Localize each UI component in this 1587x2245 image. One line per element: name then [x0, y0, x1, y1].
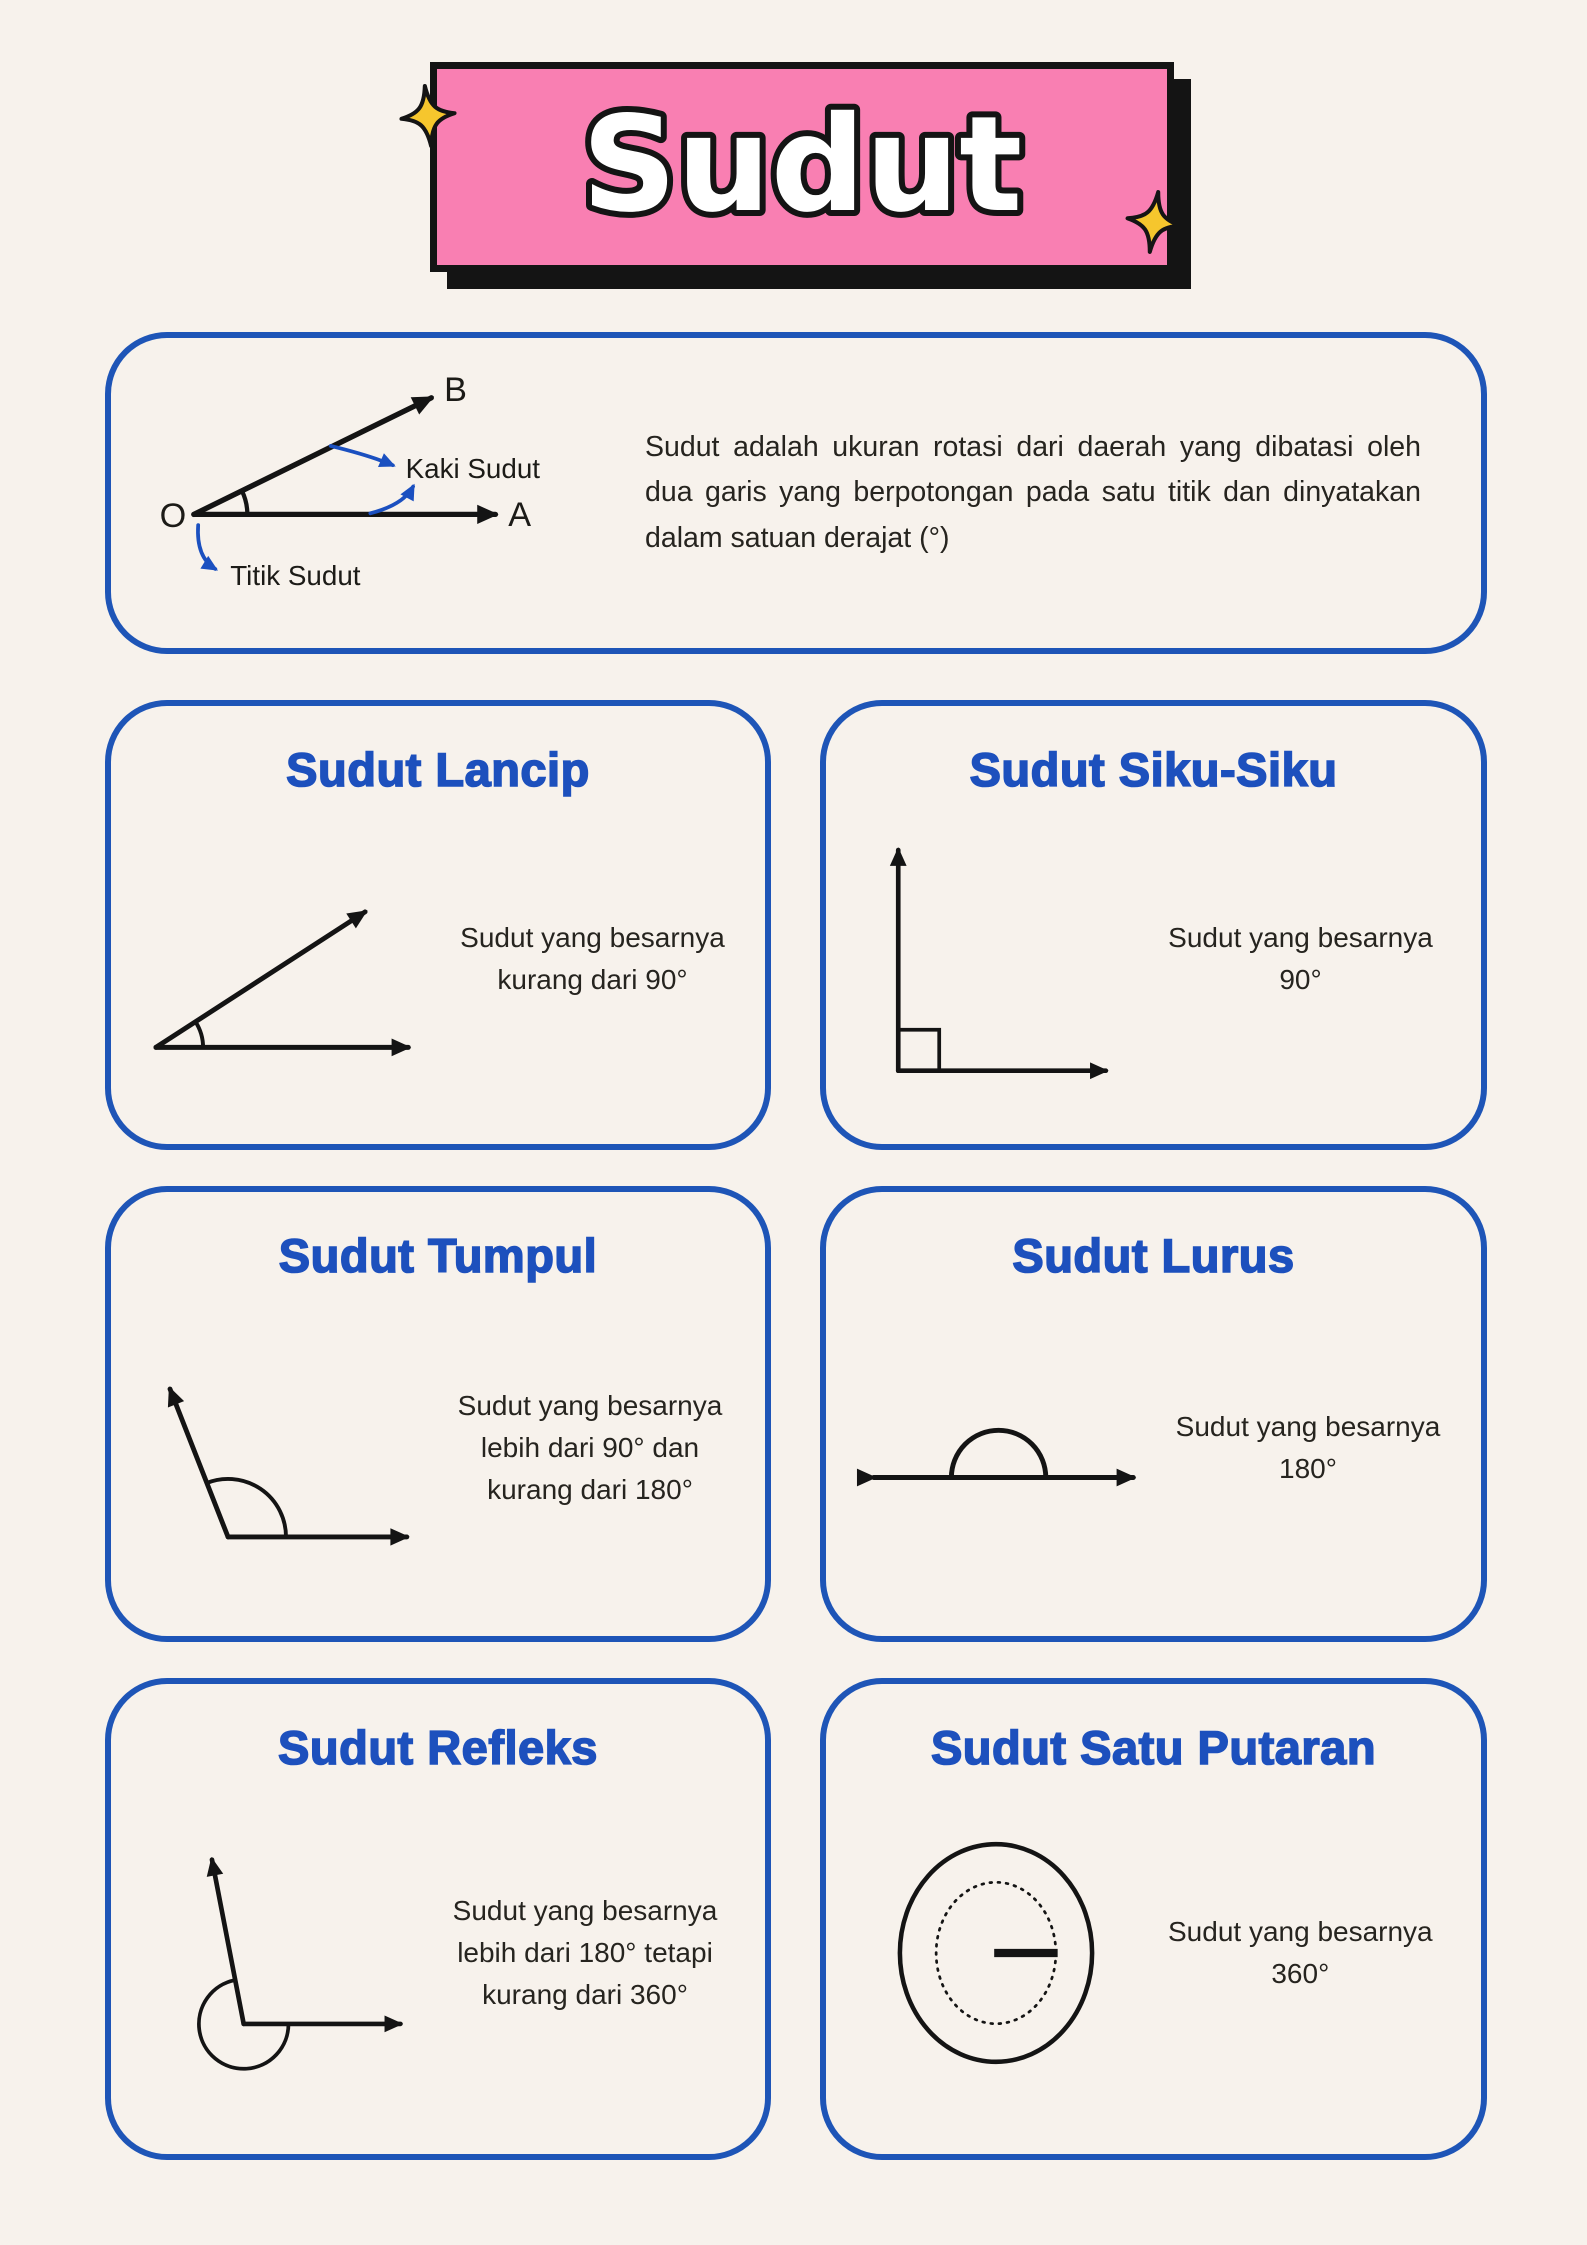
title-banner: [430, 62, 1174, 272]
card-description: Sudut yang besarnya 90°: [1168, 921, 1433, 995]
card-title: Sudut Lancip: [286, 743, 590, 796]
vertex-point-label: O: [159, 497, 187, 536]
card-description: Sudut yang besarnya 180°: [1175, 1410, 1441, 1484]
card-sudut-tumpul: [105, 1186, 771, 1642]
card-title: Sudut Siku-Siku: [969, 743, 1338, 796]
ray-a-label: A: [508, 496, 532, 535]
acute-angle-diagram: [141, 851, 436, 1067]
sparkle-icon: [396, 80, 461, 152]
card-description: Sudut yang besarnya 360°: [1168, 1915, 1433, 1989]
card-title: Sudut Refleks: [278, 1721, 598, 1774]
card-title: Sudut Tumpul: [278, 1229, 598, 1282]
card-description: Sudut yang besarnya lebih dari 180° tetapi kurang dari 360°: [452, 1894, 718, 2010]
right-angle-diagram: [856, 824, 1136, 1094]
card-sudut-siku-siku: [820, 700, 1487, 1150]
full-rotation-diagram: [856, 1835, 1136, 2071]
title-banner-art: [492, 82, 1112, 252]
angle-definition-text: Sudut adalah ukuran rotasi dari daerah yang dibatasi oleh dua garis yang berpotongan pada satu titik dan dinyatakan dalam satuan derajat (°): [645, 430, 1421, 554]
sparkle-icon: [1121, 185, 1188, 258]
card-title: Sudut Satu Putaran: [930, 1721, 1377, 1774]
card-description: Sudut yang besarnya lebih dari 90° dan kurang dari 180°: [457, 1389, 723, 1505]
card-sudut-refleks: [105, 1678, 771, 2160]
card-description: Sudut yang besarnya kurang dari 90°: [460, 921, 725, 995]
card-sudut-lurus: [820, 1186, 1487, 1642]
card-title: Sudut Lurus: [1012, 1229, 1295, 1282]
card-sudut-lancip: [105, 700, 771, 1150]
straight-angle-diagram: [856, 1374, 1151, 1522]
ray-b-label: B: [444, 371, 467, 410]
page-title: Sudut: [581, 88, 1023, 242]
definition-card: [105, 332, 1487, 654]
card-sudut-satu-putaran: [820, 1678, 1487, 2160]
obtuse-angle-diagram: [141, 1329, 431, 1566]
angle-parts-diagram: [151, 354, 611, 632]
reflex-angle-diagram: [141, 1828, 421, 2078]
angle-legs-label: Kaki Sudut: [405, 453, 541, 485]
angle-vertex-label: Titik Sudut: [230, 559, 361, 591]
